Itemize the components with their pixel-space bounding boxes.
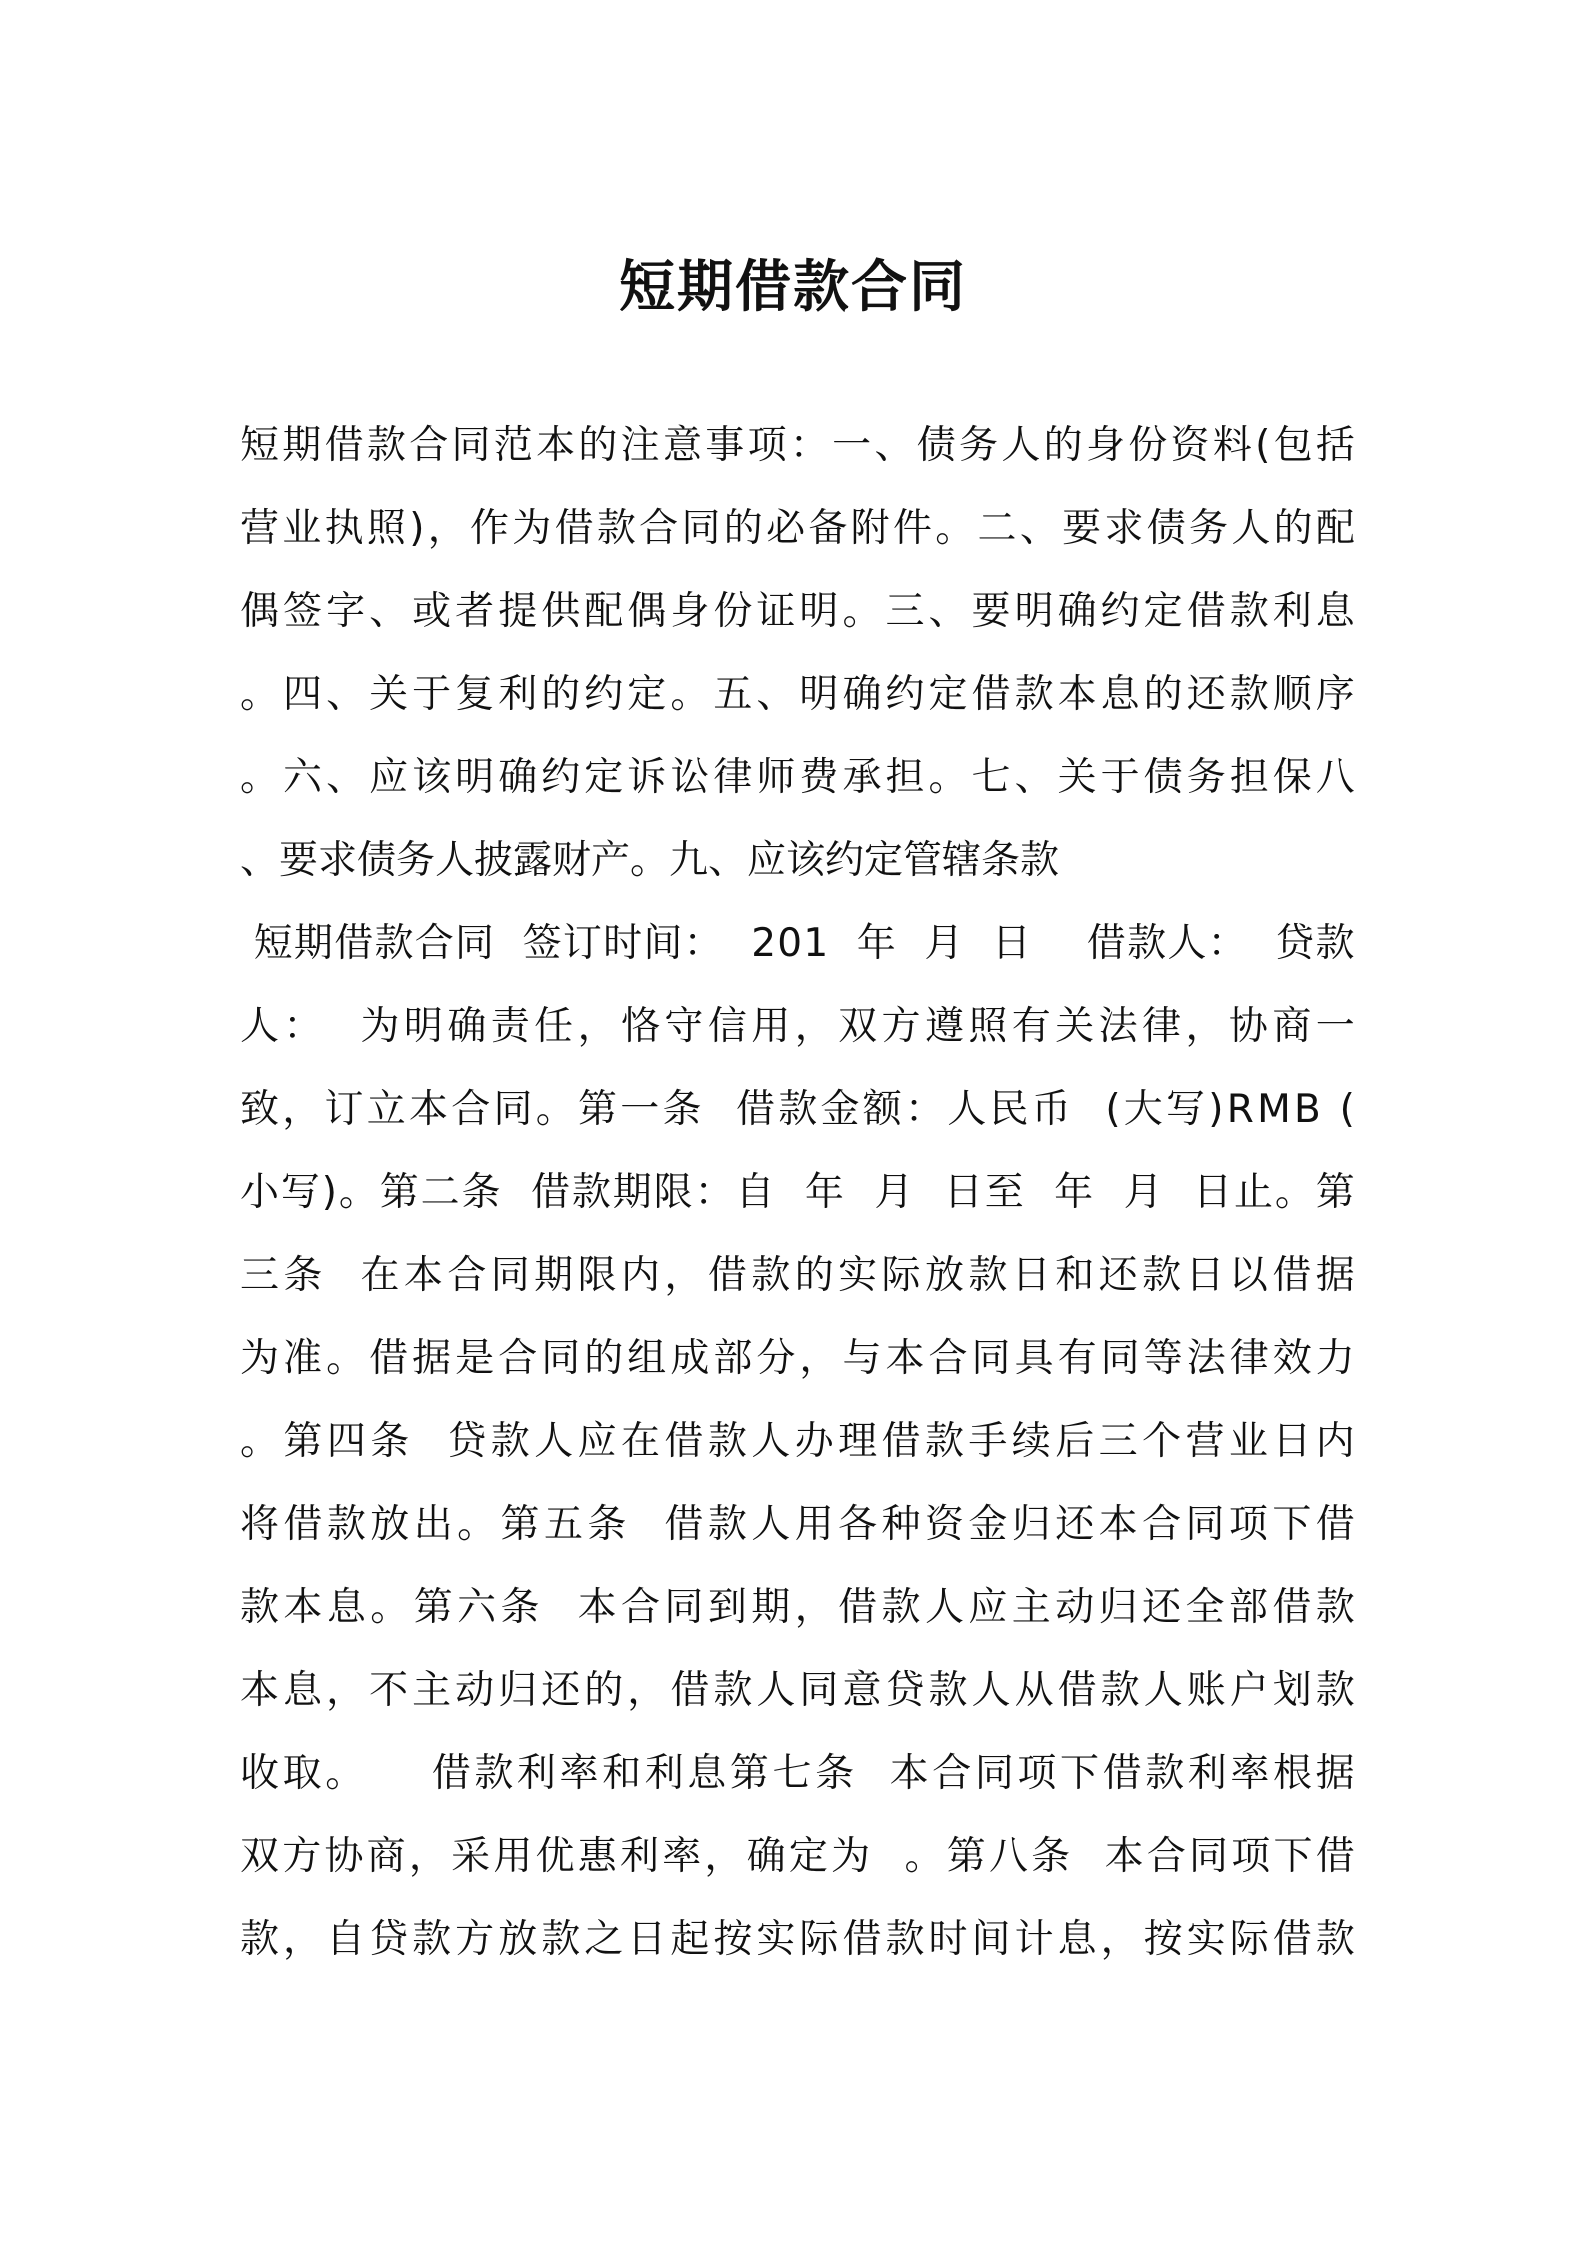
document-body [240, 404, 1355, 1981]
body-line: 营 业 执 照 ) ， 作 为 借 款 合 同 的 必 备 附 件 。 二 、 要 求 债 务 人 的 配 [240, 506, 1355, 551]
body-line: 短 期 借 款 合 同 签 订 时 间 ： 2 0 1 年 月 日 借 款 人 ： 贷 款 [253, 921, 1355, 966]
body-line: 将 借 款 放 出 。 第 五 条 借 款 人 用 各 种 资 金 归 还 本 合 同 项 下 借 [240, 1502, 1355, 1547]
body-line: 小 写 ) 。 第 二 条 借 款 期 限 ： 自 年 月 日 至 年 月 日 止 。 第 [240, 1170, 1355, 1215]
body-line: 致 ， 订 立 本 合 同 。 第 一 条 借 款 金 额 ： 人 民 币 ( 大 写 ) R M B ( [240, 1087, 1355, 1132]
document-title: 短期借款合同 [619, 255, 967, 320]
body-line: 为 准 。 借 据 是 合 同 的 组 成 部 分 ， 与 本 合 同 具 有 同 等 法 律 效 力 [240, 1336, 1355, 1381]
body-line: 人 ： 为 明 确 责 任 ， 恪 守 信 用 ， 双 方 遵 照 有 关 法 律 ， 协 商 一 [240, 1004, 1355, 1049]
body-line: 。 六 、 应 该 明 确 约 定 诉 讼 律 师 费 承 担 。 七 、 关 于 债 务 担 保 八 [240, 755, 1355, 800]
body-line: 三 条 在 本 合 同 期 限 内 ， 借 款 的 实 际 放 款 日 和 还 款 日 以 借 据 [240, 1253, 1355, 1298]
body-line: 款 本 息 。 第 六 条 本 合 同 到 期 ， 借 款 人 应 主 动 归 还 全 部 借 款 [240, 1585, 1355, 1630]
body-line: 偶 签 字 、 或 者 提 供 配 偶 身 份 证 明 。 三 、 要 明 确 约 定 借 款 利 息 [240, 589, 1355, 634]
body-line: 双 方 协 商 ， 采 用 优 惠 利 率 ， 确 定 为 。 第 八 条 本 合 同 项 下 借 [240, 1834, 1355, 1879]
body-line: 款 ， 自 贷 款 方 放 款 之 日 起 按 实 际 借 款 时 间 计 息 ， 按 实 际 借 款 [240, 1917, 1355, 1962]
body-line: 、要求债务人披露财产。九、应该约定管辖条款 [240, 838, 1060, 883]
body-line: 收 取 。 借 款 利 率 和 利 息 第 七 条 本 合 同 项 下 借 款 利 率 根 据 [240, 1751, 1355, 1796]
body-line: 。 第 四 条 贷 款 人 应 在 借 款 人 办 理 借 款 手 续 后 三 个 营 业 日 内 [240, 1419, 1355, 1464]
body-line: 。 四 、 关 于 复 利 的 约 定 。 五 、 明 确 约 定 借 款 本 息 的 还 款 顺 序 [240, 672, 1355, 717]
body-line: 短 期 借 款 合 同 范 本 的 注 意 事 项 ： 一 、 债 务 人 的 身 份 资 料 ( 包 括 [240, 423, 1355, 468]
body-line: 本 息 ， 不 主 动 归 还 的 ， 借 款 人 同 意 贷 款 人 从 借 款 人 账 户 划 款 [240, 1668, 1355, 1713]
